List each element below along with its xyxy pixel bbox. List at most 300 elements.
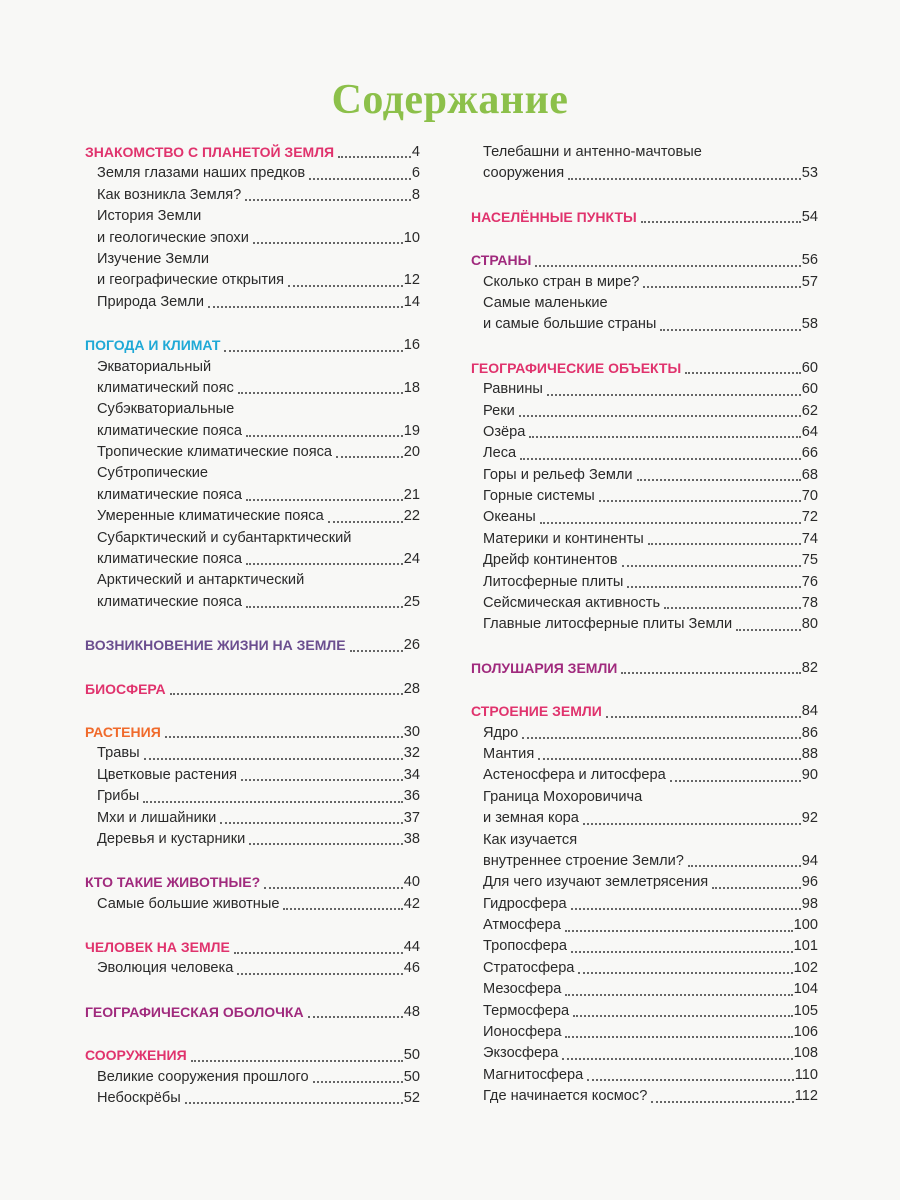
toc-entry[interactable] [471,1001,818,1022]
toc-entry-label: Горы и рельеф Земли [483,466,633,483]
page-number: 86 [801,724,818,741]
section-heading[interactable] [471,658,818,679]
dot-leader [568,178,801,180]
toc-entry-label: Небоскрёбы [97,1090,181,1107]
dot-leader [220,822,403,824]
toc-entry-label: Природа Земли [97,293,204,310]
dot-leader [562,1058,792,1060]
dot-leader [191,1060,403,1062]
toc-entry[interactable] [471,572,818,593]
page-number: 19 [403,422,420,439]
toc-entry-label: Тропосфера [483,938,567,955]
toc-section [85,142,420,313]
toc-section [85,937,420,980]
section-heading-label: НАСЕЛЁННЫЕ ПУНКТЫ [471,208,637,225]
dot-leader [336,456,403,458]
section-heading-label: ГЕОГРАФИЧЕСКАЯ ОБОЛОЧКА [85,1003,304,1020]
toc-entry[interactable] [85,808,420,829]
toc-entry[interactable] [471,1065,818,1086]
section-gap [85,657,420,679]
toc-entry-label: Термосфера [483,1002,570,1019]
toc-entry[interactable] [85,378,420,399]
toc-entry-first-line: История Земли [97,208,202,225]
dot-leader [621,672,800,674]
toc-entry-label: Ионосфера [483,1024,562,1041]
page-number: 40 [403,874,420,891]
toc-entry-first-line: Арктический и антарктический [97,572,305,589]
dot-leader [688,865,801,867]
page-number: 72 [801,509,818,526]
toc-entry-first-line: Телебашни и антенно-мачтовые [483,144,702,160]
toc-entry[interactable] [471,422,818,443]
toc-entry[interactable] [85,743,420,764]
toc-entry[interactable] [471,507,818,528]
toc-entry-label: Для чего изучают землетрясения [483,874,709,891]
toc-entry-first-line: Субтропические [97,465,208,482]
toc-entry-first-line: Субэкваториальные [97,401,235,418]
page-number: 28 [403,680,420,697]
toc-entry-label: Горные системы [483,488,595,505]
page-number: 104 [793,981,818,998]
dot-leader [599,500,801,502]
page-number: 102 [793,959,818,976]
page-number: 36 [403,788,420,805]
toc-entry-label: климатические пояса [97,486,242,503]
dot-leader [670,780,801,782]
dot-leader [170,693,403,695]
page-number: 14 [403,293,420,310]
dot-leader [571,951,793,953]
toc-entry[interactable] [471,614,818,635]
dot-leader [712,887,801,889]
page-number: 4 [411,143,420,160]
page-number: 94 [801,852,818,869]
dot-leader [583,823,801,825]
dot-leader [185,1102,403,1104]
dot-leader [637,479,801,481]
dot-leader [328,521,403,523]
toc-entry[interactable] [85,228,420,249]
page-number: 68 [801,466,818,483]
dot-leader [522,737,800,739]
dot-leader [648,543,801,545]
page-number: 88 [801,745,818,762]
section-heading[interactable] [85,1002,420,1023]
page-number: 6 [411,165,420,182]
section-heading-label: БИОСФЕРА [85,680,166,697]
dot-leader [264,887,403,889]
section-heading[interactable] [471,358,818,379]
section-gap [85,700,420,722]
toc-entry-first-line: Как изучается [483,831,578,848]
toc-entry-label: Океаны [483,509,536,526]
page-number: 48 [403,1003,420,1020]
page-number: 26 [403,637,420,654]
page-number: 58 [801,316,818,333]
section-gap [471,636,818,658]
toc-entry[interactable] [471,550,818,571]
page-number: 82 [801,659,818,676]
toc-entry-label: Ядро [483,724,519,741]
dot-leader [253,242,403,244]
toc-entry[interactable] [471,979,818,1000]
dot-leader [208,306,403,308]
toc-entry[interactable] [85,185,420,206]
dot-leader [143,801,403,803]
toc-entry[interactable] [471,1043,818,1064]
toc-entry-label: Деревья и кустарники [97,830,246,847]
toc-entry[interactable] [85,786,420,807]
dot-leader [241,779,403,781]
page-number: 75 [801,552,818,569]
section-heading-label: СТРОЕНИЕ ЗЕМЛИ [471,703,602,720]
dot-leader [535,265,800,267]
page-number: 78 [801,595,818,612]
section-heading-label: СТРАНЫ [471,252,532,269]
page-number: 62 [801,402,818,419]
page-number: 25 [403,593,420,610]
toc-entry-label: Дрейф континентов [483,552,618,569]
toc-entry-label: Грибы [97,788,140,805]
toc-entry[interactable] [471,163,818,184]
toc-entry-label: Магнитосфера [483,1066,584,1083]
dot-leader [519,415,801,417]
toc-entry-label: Материки и континенты [483,530,644,547]
toc-entry-label: Астеносфера и литосфера [483,767,666,784]
toc-entry-label: Реки [483,402,515,419]
page-number: 101 [793,938,818,955]
toc-entry[interactable] [471,894,818,915]
page-number: 60 [801,359,818,376]
page-number: 50 [403,1068,420,1085]
toc-entry[interactable] [85,829,420,850]
page-number: 76 [801,573,818,590]
toc-entry[interactable] [471,1086,818,1107]
toc-entry-label: Умеренные климатические пояса [97,508,324,525]
page-number: 112 [794,1088,818,1105]
page-number: 84 [801,703,818,720]
toc-entry-label: и земная кора [483,810,579,827]
toc-entry[interactable] [85,765,420,786]
toc-entry[interactable] [471,401,818,422]
section-heading-label: ГЕОГРАФИЧЕСКИЕ ОБЪЕКТЫ [471,359,682,376]
dot-leader [308,1016,403,1018]
toc-entry[interactable] [85,163,420,184]
toc-section [471,142,818,185]
page-number: 30 [403,723,420,740]
section-gap [85,915,420,937]
section-heading[interactable] [85,937,420,958]
toc-entry-label: Сейсмическая активность [483,595,661,612]
section-heading[interactable] [85,679,420,700]
dot-leader [736,629,801,631]
toc-entry[interactable] [471,958,818,979]
dot-leader [651,1101,793,1103]
page-number: 46 [403,960,420,977]
toc-entry[interactable] [471,379,818,400]
toc-entry[interactable] [85,592,420,613]
page-number: 20 [403,444,420,461]
page-number: 32 [403,745,420,762]
toc-entry-label: Мантия [483,745,535,762]
section-gap [471,228,818,250]
toc-entry[interactable] [85,959,420,980]
dot-leader [685,372,801,374]
dot-leader [234,952,403,954]
toc-entry-label: климатический пояс [97,379,234,396]
toc-section [85,1002,420,1023]
toc-entry[interactable] [471,486,818,507]
dot-leader [288,285,403,287]
toc-entry-label: Самые большие животные [97,895,280,912]
section-heading-label: РАСТЕНИЯ [85,723,161,740]
page-number: 53 [801,165,818,182]
section-heading-label: ВОЗНИКНОВЕНИЕ ЖИЗНИ НА ЗЕМЛЕ [85,637,346,654]
toc-entry[interactable] [85,506,420,527]
dot-leader [565,930,793,932]
page-number: 8 [411,186,420,203]
section-gap [85,613,420,635]
dot-leader [627,586,800,588]
toc-entry[interactable] [85,292,420,313]
toc-entry[interactable] [471,872,818,893]
toc-entry[interactable] [85,894,420,915]
dot-leader [606,716,801,718]
section-heading-label: ЧЕЛОВЕК НА ЗЕМЛЕ [85,939,230,956]
toc-entry[interactable] [471,937,818,958]
toc-entry-label: Где начинается космос? [483,1088,648,1105]
toc-entry-label: Атмосфера [483,917,561,934]
page-number: 110 [794,1066,818,1083]
dot-leader [237,973,402,975]
dot-leader [309,178,411,180]
section-heading[interactable] [85,1045,420,1066]
toc-entry-label: Гидросфера [483,895,567,912]
dot-leader [144,758,403,760]
toc-entry-first-line: Изучение Земли [97,250,210,267]
dot-leader [283,908,402,910]
toc-entry-label: Земля глазами наших предков [97,165,306,182]
toc-entry[interactable] [85,270,420,291]
toc-entry-label: Стратосфера [483,959,575,976]
dot-leader [249,843,403,845]
page-title: Содержание [331,77,569,123]
toc-section [471,658,818,679]
section-heading-label: ЗНАКОМСТВО С ПЛАНЕТОЙ ЗЕМЛЯ [85,143,335,160]
toc-entry[interactable] [471,765,818,786]
dot-leader [547,394,801,396]
toc-entry[interactable] [471,443,818,464]
page-number: 18 [403,379,420,396]
page-number: 38 [403,830,420,847]
dot-leader [350,650,403,652]
section-gap [85,313,420,335]
page-number: 92 [801,810,818,827]
section-heading-label: ПОЛУШАРИЯ ЗЕМЛИ [471,659,618,676]
section-heading[interactable] [471,207,818,228]
toc-entry-label: Тропические климатические пояса [97,444,333,461]
dot-leader [587,1079,793,1081]
dot-leader [246,499,403,501]
toc-entry[interactable] [471,529,818,550]
toc-left-column [85,142,420,1109]
section-gap [471,336,818,358]
toc-entry[interactable] [471,272,818,293]
page-number: 16 [403,337,420,354]
section-gap [85,980,420,1002]
toc-entry-label: климатические пояса [97,422,242,439]
section-gap [85,1023,420,1045]
toc-entry[interactable] [85,485,420,506]
toc-section [471,358,818,636]
section-heading-label: СООРУЖЕНИЯ [85,1047,187,1064]
toc-section [85,722,420,850]
section-heading[interactable] [471,701,818,722]
toc-entry[interactable] [85,1088,420,1109]
page-number: 100 [793,917,818,934]
page-number: 90 [801,767,818,784]
toc-entry-label: Главные литосферные плиты Земли [483,616,733,633]
dot-leader [571,908,801,910]
page-number: 10 [403,229,420,246]
dot-leader [338,156,411,158]
dot-leader [224,350,402,352]
toc-entry-label: Мезосфера [483,981,562,998]
dot-leader [643,286,800,288]
toc-entry-first-line: Субарктический и субантарктический [97,529,352,546]
page-number: 50 [403,1047,420,1064]
dot-leader [622,565,801,567]
dot-leader [245,199,411,201]
toc-entry[interactable] [471,808,818,829]
page-number: 105 [793,1002,818,1019]
section-heading[interactable] [85,722,420,743]
toc-entry-label: Равнины [483,381,543,398]
toc-entry-label: Экзосфера [483,1045,559,1062]
page-number: 56 [801,252,818,269]
dot-leader [660,329,800,331]
page-number: 106 [793,1024,818,1041]
dot-leader [238,392,403,394]
page-number: 34 [403,766,420,783]
page-number: 52 [403,1090,420,1107]
toc-entry-label: и географические открытия [97,272,285,289]
page-number: 12 [403,272,420,289]
page-number: 44 [403,939,420,956]
page-number: 21 [403,486,420,503]
dot-leader [246,606,403,608]
toc-entry[interactable] [85,1067,420,1088]
page-number: 98 [801,895,818,912]
toc-section [471,250,818,336]
dot-leader [565,994,792,996]
section-heading[interactable] [471,250,818,271]
toc-entry-label: климатические пояса [97,593,242,610]
section-gap [85,850,420,872]
toc-entry-label: Как возникла Земля? [97,186,242,203]
page-number: 74 [801,530,818,547]
toc-section [85,335,420,613]
section-heading[interactable] [85,142,420,163]
toc-entry[interactable] [471,593,818,614]
page-number: 42 [403,895,420,912]
section-gap [471,679,818,701]
dot-leader [165,736,403,738]
section-heading[interactable] [85,335,420,356]
toc-entry-label: внутреннее строение Земли? [483,852,684,869]
toc-entry-label: климатические пояса [97,551,242,568]
page-number: 64 [801,423,818,440]
page-number: 70 [801,488,818,505]
section-heading[interactable] [85,872,420,893]
toc-section [471,701,818,1107]
toc-entry[interactable] [471,314,818,335]
toc-entry[interactable] [471,744,818,765]
toc-right-column [471,142,818,1108]
toc-entry[interactable] [85,421,420,442]
section-heading[interactable] [85,635,420,656]
toc-entry-first-line: Экваториальный [97,358,212,375]
toc-entry-label: и самые большие страны [483,316,657,333]
toc-entry-label: Цветковые растения [97,766,238,783]
toc-entry[interactable] [471,915,818,936]
toc-entry-label: Великие сооружения прошлого [97,1068,309,1085]
dot-leader [520,458,801,460]
toc-entry-label: Мхи и лишайники [97,809,217,826]
dot-leader [246,435,403,437]
page-number: 57 [801,273,818,290]
toc-entry-label: Озёра [483,423,526,440]
toc-entry-first-line: Граница Мохоровичича [483,788,643,805]
toc-entry[interactable] [471,465,818,486]
page-number: 22 [403,508,420,525]
dot-leader [641,221,801,223]
dot-leader [529,436,800,438]
toc-entry[interactable] [471,851,818,872]
toc-section [471,207,818,228]
page-number: 24 [403,551,420,568]
toc-section [85,635,420,656]
toc-entry-label: Сколько стран в мире? [483,273,640,290]
page-number: 37 [403,809,420,826]
toc-entry-label: Литосферные плиты [483,573,624,590]
toc-section [85,1045,420,1109]
page-number: 66 [801,445,818,462]
toc-entry[interactable] [85,442,420,463]
toc-entry-label: Эволюция человека [97,960,234,977]
section-gap [471,185,818,207]
toc-entry-label: Травы [97,745,140,762]
toc-entry-first-line: Самые маленькие [483,294,608,311]
dot-leader [246,563,403,565]
page-number: 60 [801,381,818,398]
toc-section [85,872,420,915]
page-number: 108 [793,1045,818,1062]
dot-leader [540,522,801,524]
section-heading-label: ПОГОДА И КЛИМАТ [85,337,221,354]
section-heading-label: КТО ТАКИЕ ЖИВОТНЫЕ? [85,874,261,891]
toc-entry[interactable] [471,1022,818,1043]
toc-entry-label: Леса [483,445,517,462]
page-number: 96 [801,874,818,891]
dot-leader [538,758,801,760]
dot-leader [313,1081,403,1083]
toc-entry-label: сооружения [483,165,565,182]
toc-entry[interactable] [85,549,420,570]
dot-leader [578,972,792,974]
toc-entry-label: и геологические эпохи [97,229,249,246]
toc-entry[interactable] [471,723,818,744]
